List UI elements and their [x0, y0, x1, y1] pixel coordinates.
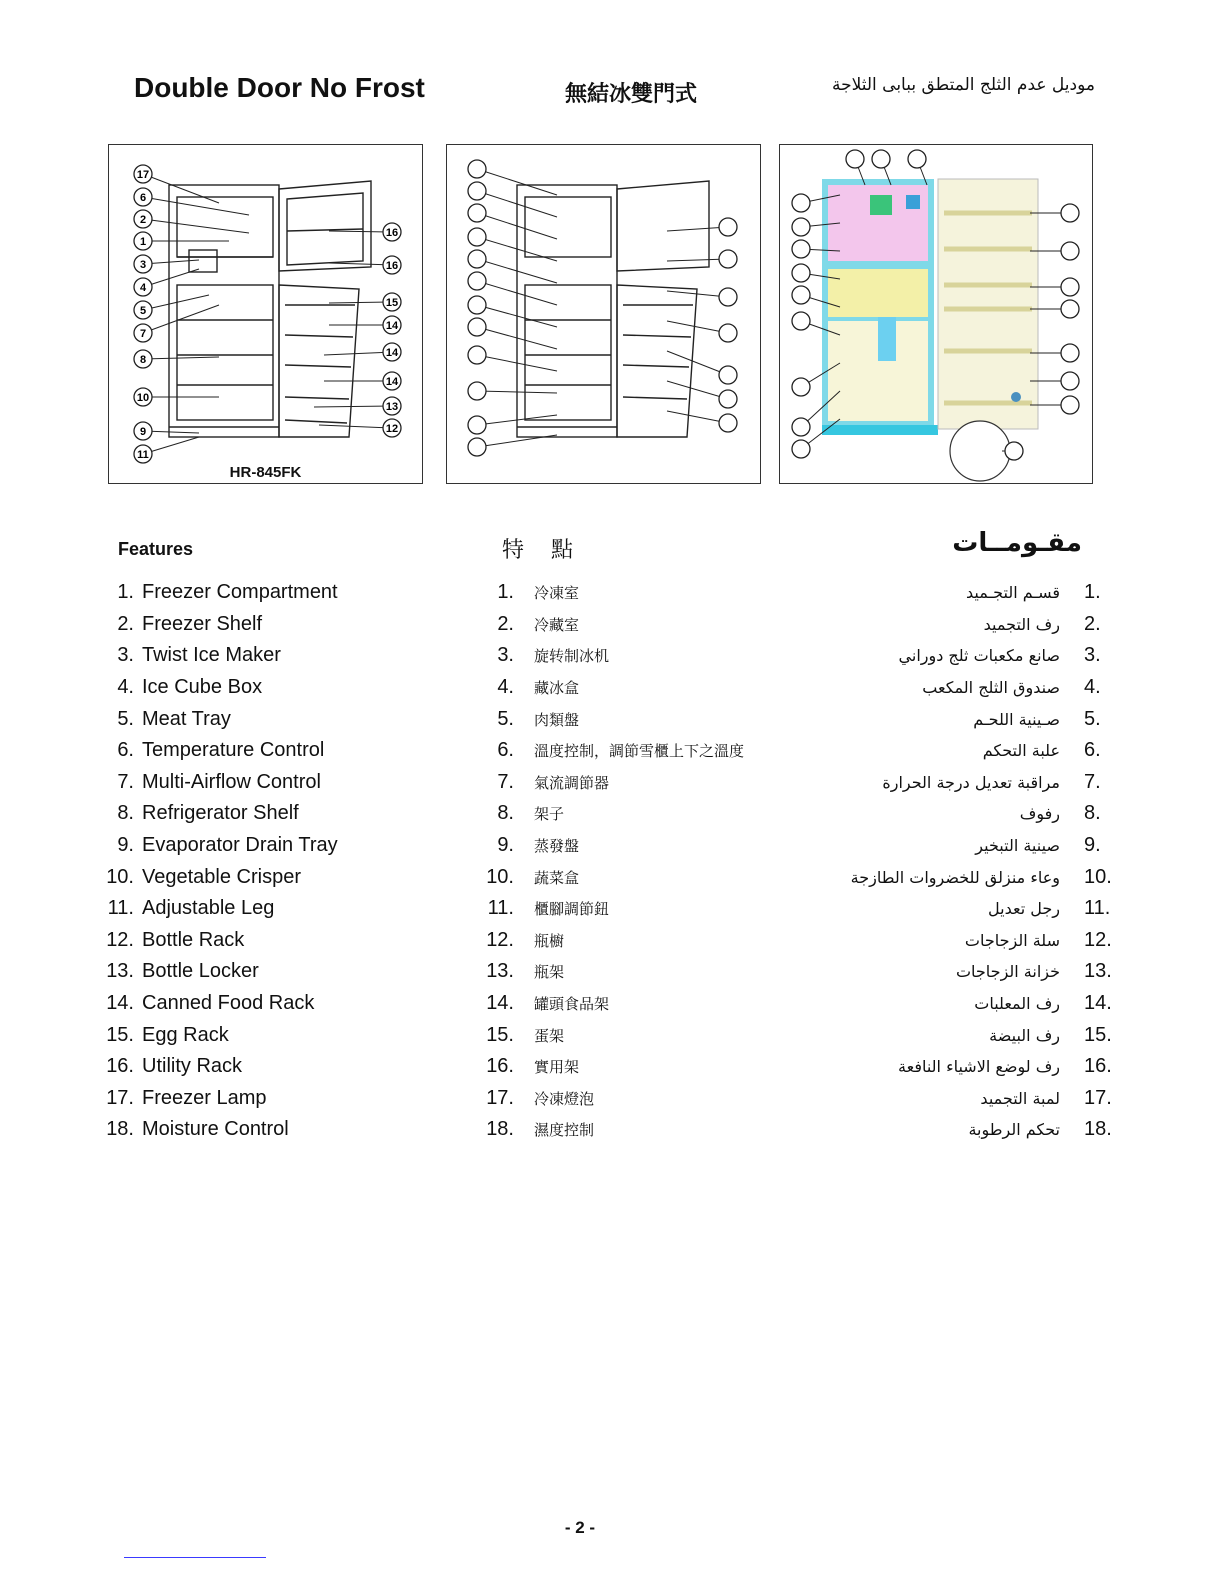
- feature-number: 13.: [1084, 960, 1112, 983]
- feature-item: [94, 577, 474, 609]
- callout-number: 8: [139, 354, 147, 366]
- feature-number: 10.: [106, 865, 134, 888]
- leader-line: [143, 295, 209, 310]
- feature-item: [480, 861, 780, 893]
- diagram-panel-color: [779, 144, 1093, 484]
- callout-circle: [792, 264, 810, 282]
- feature-label: 罐頭食品架: [534, 995, 610, 1014]
- callout-circle: [468, 382, 486, 400]
- callout-circle: [1061, 242, 1079, 260]
- title-arabic: موديل عدم الثلج المتطق ببابى الثلاجة: [831, 75, 1095, 95]
- feature-item: [94, 1083, 474, 1115]
- feature-number: 4.: [1084, 676, 1101, 699]
- title-chinese: 無結冰雙門式: [565, 82, 698, 107]
- feature-number: 6.: [1084, 739, 1101, 762]
- feature-item: [480, 893, 780, 925]
- callout-number: 11: [137, 449, 149, 461]
- callout-circle: [719, 324, 737, 342]
- leader-line: [143, 219, 249, 233]
- feature-item: [480, 609, 780, 641]
- callout-circle: [1061, 300, 1079, 318]
- feature-item: [480, 830, 780, 862]
- feature-number: 10.: [486, 865, 514, 888]
- callout-number: 3: [139, 259, 147, 271]
- feature-label: رف المعلبات: [974, 994, 1060, 1014]
- callout-circle: [468, 296, 486, 314]
- feature-item: [94, 925, 474, 957]
- feature-item: [480, 1019, 780, 1051]
- feature-item: [480, 1114, 780, 1146]
- feature-label: Temperature Control: [142, 739, 325, 762]
- feature-number: 9.: [1084, 834, 1101, 857]
- feature-label: وعاء منزلق للخضروات الطازجة: [850, 867, 1060, 887]
- callout-number: 14: [385, 347, 399, 359]
- feature-number: 10.: [1084, 865, 1112, 888]
- feature-label: 瓶櫥: [534, 931, 565, 950]
- feature-label: 濕度控制: [534, 1121, 595, 1140]
- feature-number: 12.: [486, 928, 514, 951]
- callout-circle: [908, 150, 926, 168]
- feature-number: 3.: [497, 644, 514, 667]
- leader-line: [143, 357, 219, 359]
- feature-label: لمبة التجميد: [980, 1088, 1060, 1108]
- feature-number: 17.: [1084, 1086, 1112, 1109]
- feature-number: 15.: [1084, 1023, 1112, 1046]
- feature-item: [760, 767, 1120, 799]
- feature-label: Freezer Lamp: [142, 1086, 267, 1109]
- feature-label: 溫度控制，調節雪櫃上下之溫度: [534, 742, 745, 761]
- feature-label: Moisture Control: [142, 1118, 289, 1141]
- feature-item: [94, 1019, 474, 1051]
- callout-circle: [468, 416, 486, 434]
- callout-circle: [719, 288, 737, 306]
- callout-circle: [468, 204, 486, 222]
- feature-label: Bottle Rack: [142, 928, 245, 951]
- callout-circle: [792, 312, 810, 330]
- feature-number: 8.: [1084, 802, 1101, 825]
- footer-rule: [124, 1557, 266, 1558]
- feature-item: [760, 830, 1120, 862]
- feature-number: 15.: [486, 1023, 514, 1046]
- callout-circle: [792, 440, 810, 458]
- feature-number: 16.: [106, 1055, 134, 1078]
- callout-number: 14: [385, 376, 399, 388]
- feature-number: 12.: [106, 928, 134, 951]
- feature-number: 18.: [1084, 1118, 1112, 1141]
- callout-number: 15: [385, 297, 399, 309]
- feature-item: [760, 861, 1120, 893]
- feature-label: Bottle Locker: [142, 960, 259, 983]
- fridge-color-drawing: [780, 145, 1092, 483]
- feature-label: 旋转制冰机: [534, 647, 610, 666]
- feature-number: 13.: [486, 960, 514, 983]
- leader-line: [324, 352, 392, 355]
- feature-item: [94, 703, 474, 735]
- callout-circle: [792, 286, 810, 304]
- callout-number: 17: [136, 169, 150, 181]
- callout-circle: [1061, 344, 1079, 362]
- feature-item: [94, 861, 474, 893]
- callout-number: 9: [139, 426, 147, 438]
- feature-item: [480, 798, 780, 830]
- features-list-english: [94, 577, 474, 1146]
- feature-number: 12.: [1084, 928, 1112, 951]
- feature-number: 6.: [497, 739, 514, 762]
- feature-label: 蛋架: [534, 1026, 565, 1045]
- feature-item: [760, 640, 1120, 672]
- callout-circle: [792, 378, 810, 396]
- feature-label: 藏冰盒: [534, 679, 580, 698]
- feature-number: 16.: [1084, 1055, 1112, 1078]
- feature-number: 16.: [486, 1055, 514, 1078]
- feature-item: [94, 956, 474, 988]
- feature-number: 7.: [497, 770, 514, 793]
- callout-circle: [1061, 278, 1079, 296]
- feature-item: [760, 893, 1120, 925]
- title-english: Double Door No Frost: [134, 72, 425, 103]
- fridge-line-drawing: [109, 145, 422, 483]
- feature-label: سلة الزجاجات: [964, 930, 1060, 950]
- callout-circle: [719, 414, 737, 432]
- feature-label: مراقبة تعديل درجة الحرارة: [882, 772, 1060, 792]
- feature-label: 瓶架: [534, 963, 565, 982]
- feature-number: 5.: [1084, 707, 1101, 730]
- feature-item: [760, 1019, 1120, 1051]
- feature-label: 肉類盤: [534, 710, 580, 729]
- feature-label: Vegetable Crisper: [142, 865, 301, 888]
- callout-circle: [1061, 372, 1079, 390]
- leader-line: [667, 351, 728, 375]
- features-heading-arabic: مقـومــات: [952, 528, 1082, 558]
- feature-number: 13.: [106, 960, 134, 983]
- leader-line: [143, 197, 249, 215]
- feature-label: Adjustable Leg: [142, 897, 275, 920]
- feature-label: Twist Ice Maker: [142, 644, 281, 667]
- callout-circle: [792, 418, 810, 436]
- feature-item: [94, 798, 474, 830]
- feature-number: 3.: [117, 644, 134, 667]
- feature-item: [760, 735, 1120, 767]
- callout-circle: [468, 160, 486, 178]
- callout-number: 1: [139, 236, 147, 248]
- feature-label: Refrigerator Shelf: [142, 802, 299, 825]
- feature-item: [760, 925, 1120, 957]
- feature-item: [760, 1114, 1120, 1146]
- feature-number: 9.: [117, 834, 134, 857]
- callout-number: 7: [139, 328, 147, 340]
- feature-number: 2.: [497, 612, 514, 635]
- feature-number: 2.: [1084, 612, 1101, 635]
- feature-item: [480, 988, 780, 1020]
- feature-number: 4.: [497, 676, 514, 699]
- feature-number: 11.: [107, 897, 134, 920]
- feature-number: 1.: [497, 581, 514, 604]
- features-list-chinese: [480, 577, 780, 1146]
- feature-label: Multi-Airflow Control: [142, 770, 321, 793]
- feature-item: [480, 925, 780, 957]
- feature-item: [760, 1051, 1120, 1083]
- callout-number: 16: [385, 260, 399, 272]
- callout-circle: [719, 366, 737, 384]
- feature-label: Freezer Shelf: [142, 612, 263, 635]
- leader-line: [319, 425, 392, 428]
- feature-number: 4.: [117, 676, 134, 699]
- feature-item: [94, 988, 474, 1020]
- feature-number: 8.: [497, 802, 514, 825]
- feature-label: 冷凍燈泡: [534, 1089, 595, 1108]
- feature-number: 9.: [497, 834, 514, 857]
- callout-circle: [1005, 442, 1023, 460]
- feature-item: [94, 735, 474, 767]
- feature-item: [94, 640, 474, 672]
- feature-item: [480, 703, 780, 735]
- feature-number: 1.: [117, 581, 134, 604]
- feature-item: [94, 767, 474, 799]
- features-heading-chinese: 特 點: [502, 538, 583, 563]
- feature-item: [480, 956, 780, 988]
- callout-circle: [468, 346, 486, 364]
- feature-item: [760, 798, 1120, 830]
- feature-label: صـينية اللحـم: [973, 709, 1060, 729]
- feature-label: Utility Rack: [142, 1055, 243, 1078]
- callout-number: 2: [139, 214, 147, 226]
- feature-label: Ice Cube Box: [142, 676, 263, 699]
- callout-number: 6: [139, 192, 147, 204]
- callout-number: 14: [385, 320, 399, 332]
- feature-label: Meat Tray: [142, 707, 231, 730]
- feature-item: [94, 1114, 474, 1146]
- feature-item: [760, 609, 1120, 641]
- feature-label: خزانة الزجاجات: [955, 962, 1060, 982]
- feature-label: تحكم الرطوبة: [968, 1120, 1060, 1140]
- feature-label: صينية التبخير: [975, 836, 1060, 856]
- feature-number: 14.: [106, 992, 134, 1015]
- feature-number: 18.: [106, 1118, 134, 1141]
- callout-circle: [468, 272, 486, 290]
- feature-label: Evaporator Drain Tray: [142, 834, 338, 857]
- callout-circle: [846, 150, 864, 168]
- callout-circle: [792, 194, 810, 212]
- diagram-panel-numbered: [108, 144, 423, 484]
- feature-item: [94, 1051, 474, 1083]
- feature-item: [480, 1051, 780, 1083]
- feature-number: 8.: [117, 802, 134, 825]
- callout-number: 5: [139, 305, 147, 317]
- feature-item: [480, 735, 780, 767]
- feature-label: Freezer Compartment: [142, 581, 338, 604]
- feature-number: 1.: [1084, 581, 1101, 604]
- feature-item: [94, 830, 474, 862]
- callout-circle: [468, 228, 486, 246]
- feature-label: 架子: [534, 805, 565, 824]
- feature-number: 7.: [1084, 770, 1101, 793]
- feature-number: 2.: [117, 612, 134, 635]
- callout-circle: [468, 250, 486, 268]
- callout-number: 16: [385, 227, 399, 239]
- feature-item: [94, 893, 474, 925]
- feature-number: 5.: [497, 707, 514, 730]
- feature-item: [760, 1083, 1120, 1115]
- feature-label: رف لوضع الاشياء النافعة: [898, 1057, 1060, 1077]
- feature-number: 15.: [106, 1023, 134, 1046]
- feature-item: [760, 988, 1120, 1020]
- callout-circle: [719, 250, 737, 268]
- feature-number: 17.: [106, 1086, 134, 1109]
- feature-item: [760, 672, 1120, 704]
- diagram-panel-blank: [446, 144, 761, 484]
- feature-label: صندوق الثلج المكعب: [922, 678, 1060, 698]
- callout-circle: [1061, 204, 1079, 222]
- callout-number: 4: [139, 282, 147, 294]
- feature-item: [480, 1083, 780, 1115]
- feature-label: Canned Food Rack: [142, 992, 315, 1015]
- callout-circle: [719, 218, 737, 236]
- feature-label: رف التجميد: [983, 614, 1060, 634]
- callout-number: 10: [136, 392, 150, 404]
- feature-label: 實用架: [534, 1058, 580, 1077]
- feature-label: رجل تعديل: [988, 899, 1060, 919]
- feature-label: رف البيضة: [989, 1025, 1060, 1045]
- feature-item: [480, 672, 780, 704]
- feature-item: [760, 577, 1120, 609]
- feature-label: Egg Rack: [142, 1023, 229, 1046]
- feature-number: 7.: [117, 770, 134, 793]
- feature-number: 17.: [486, 1086, 514, 1109]
- feature-item: [760, 703, 1120, 735]
- leader-line: [314, 406, 392, 407]
- feature-label: 氣流調節器: [534, 773, 610, 792]
- feature-number: 14.: [486, 992, 514, 1015]
- feature-item: [480, 767, 780, 799]
- feature-item: [94, 609, 474, 641]
- feature-label: 蔬菜盒: [534, 868, 580, 887]
- feature-number: 5.: [117, 707, 134, 730]
- feature-label: رفوف: [1019, 804, 1060, 824]
- feature-label: صانع مكعبات ثلج دوراني: [898, 646, 1060, 666]
- callout-circle: [468, 318, 486, 336]
- features-heading-english: Features: [118, 539, 194, 559]
- callout-circle: [468, 438, 486, 456]
- feature-label: 冷藏室: [534, 615, 580, 634]
- feature-label: 櫃腳調節鈕: [534, 900, 610, 919]
- callout-circle: [872, 150, 890, 168]
- feature-number: 6.: [117, 739, 134, 762]
- callout-circle: [468, 182, 486, 200]
- callout-circle: [719, 390, 737, 408]
- feature-label: قسـم التجـميد: [966, 583, 1060, 603]
- feature-number: 14.: [1084, 992, 1112, 1015]
- callout-number: 12: [385, 423, 399, 435]
- callout-number: 13: [385, 401, 399, 413]
- fridge-line-drawing-blank: [447, 145, 760, 483]
- page-number: - 2 -: [564, 1518, 596, 1537]
- callout-circle: [792, 218, 810, 236]
- feature-label: علبة التحكم: [982, 741, 1060, 761]
- feature-number: 11.: [487, 897, 514, 920]
- feature-number: 11.: [1084, 897, 1111, 920]
- feature-label: 蒸發盤: [534, 837, 580, 856]
- leader-line: [143, 305, 219, 333]
- feature-item: [760, 956, 1120, 988]
- feature-label: 冷凍室: [534, 584, 580, 603]
- feature-number: 18.: [486, 1118, 514, 1141]
- callout-circle: [792, 240, 810, 258]
- feature-item: [480, 640, 780, 672]
- feature-number: 3.: [1084, 644, 1101, 667]
- feature-item: [480, 577, 780, 609]
- features-list-arabic: [760, 577, 1120, 1146]
- model-label: HR-845FK: [229, 464, 302, 481]
- feature-item: [94, 672, 474, 704]
- callout-circle: [1061, 396, 1079, 414]
